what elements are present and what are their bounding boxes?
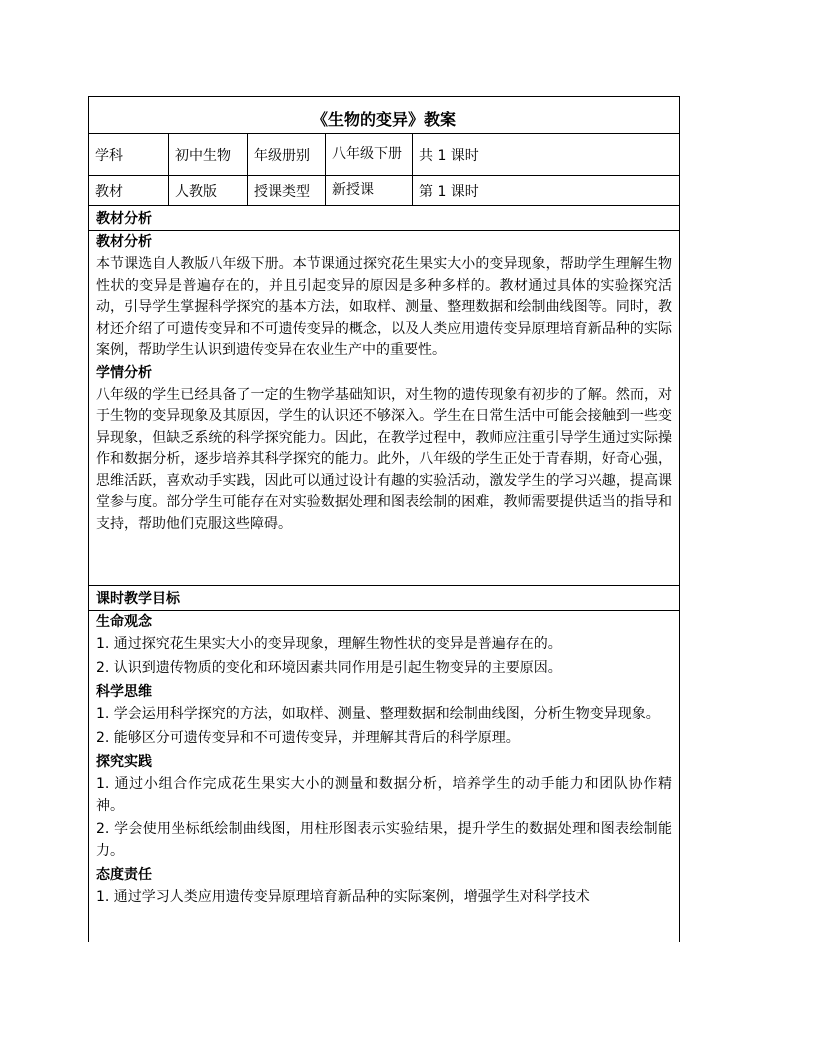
objective-item: 2. 学会使用坐标纸绘制曲线图，用柱形图表示实验结果，提升学生的数据处理和图表绘制能力。 (96, 821, 672, 859)
analysis-heading: 教材分析 (96, 211, 152, 227)
lesson-number: 第 1 课时 (419, 183, 479, 200)
objectives-section (89, 586, 679, 942)
objective-item: 2. 能够区分可遗传变异和不可遗传变异，并理解其背后的科学原理。 (96, 729, 520, 746)
subject-label: 学科 (89, 134, 169, 175)
subject-value: 初中生物 (169, 134, 248, 175)
info-row-2 (89, 176, 679, 206)
inquiry-practice-subheading: 探究实践 (96, 754, 152, 770)
student-analysis-text: 八年级的学生已经具备了一定的生物学基础知识，对生物的遗传现象有初步的了解。然而，对于生物的变异现象及其原因，学生的认识还不够深入。学生在日常生活中可能会接触到一些变异现象，但缺乏系统的科学探究能力。因此，在教学过程中，教师应注重引导学生通过实际操作和数据分析，逐步培养其科学探究的能力。此外，八年级的学生正处于青春期，好奇心强，思维活跃，喜欢动手实践，因此可以通过设计有趣的实验活动，激发学生的学习兴趣，提高课堂参与度。部分学生可能存在对实验数据处理和图表绘制的困难，教师需要提供适当的指导和支持，帮助他们克服这些障碍。 (96, 386, 672, 532)
textbook-analysis-subheading: 教材分析 (96, 234, 152, 250)
student-analysis-subheading: 学情分析 (96, 364, 152, 381)
total-lessons: 共 1 课时 (419, 147, 479, 164)
grade-label: 年级册别 (248, 134, 326, 175)
objectives-heading: 课时教学目标 (96, 591, 180, 607)
lesson-type-value: 新授课 (326, 176, 413, 205)
objective-item: 1. 通过小组合作完成花生果实大小的测量和数据分析，培养学生的动手能力和团队协作精神。 (96, 776, 672, 814)
analysis-section (89, 206, 679, 586)
document-title: 《生物的变异》教案 (89, 97, 679, 134)
textbook-analysis-text: 本节课选自人教版八年级下册。本节课通过探究花生果实大小的变异现象，帮助学生理解生物性状的变异是普遍存在的，并且引起变异的原因是多种多样的。教材通过具体的实验探究活动，引导学生掌握科学探究的基本方法，如取样、测量、整理数据和绘制曲线图等。同时，教材还介绍了可遗传变异和不可遗传变异的概念，以及人类应用遗传变异原理培育新品种的实际案例，帮助学生认识到遗传变异在农业生产中的重要性。 (96, 256, 672, 358)
textbook-value: 人教版 (169, 176, 248, 205)
objective-item: 1. 学会运用科学探究的方法，如取样、测量、整理数据和绘制曲线图，分析生物变异现象。 (96, 706, 660, 722)
grade-value: 八年级下册 (326, 134, 413, 175)
objective-item: 1. 通过探究花生果实大小的变异现象，理解生物性状的变异是普遍存在的。 (96, 636, 562, 652)
life-concept-subheading: 生命观念 (96, 614, 152, 630)
lesson-type-label: 授课类型 (248, 176, 326, 205)
scientific-thinking-subheading: 科学思维 (96, 684, 152, 700)
attitude-responsibility-subheading: 态度责任 (96, 867, 152, 883)
lesson-plan-table (88, 96, 680, 942)
textbook-label: 教材 (89, 176, 169, 205)
objective-item: 1. 通过学习人类应用遗传变异原理培育新品种的实际案例，增强学生对科学技术 (96, 889, 590, 905)
info-row-1 (89, 134, 679, 176)
objective-item: 2. 认识到遗传物质的变化和环境因素共同作用是引起生物变异的主要原因。 (96, 659, 562, 676)
